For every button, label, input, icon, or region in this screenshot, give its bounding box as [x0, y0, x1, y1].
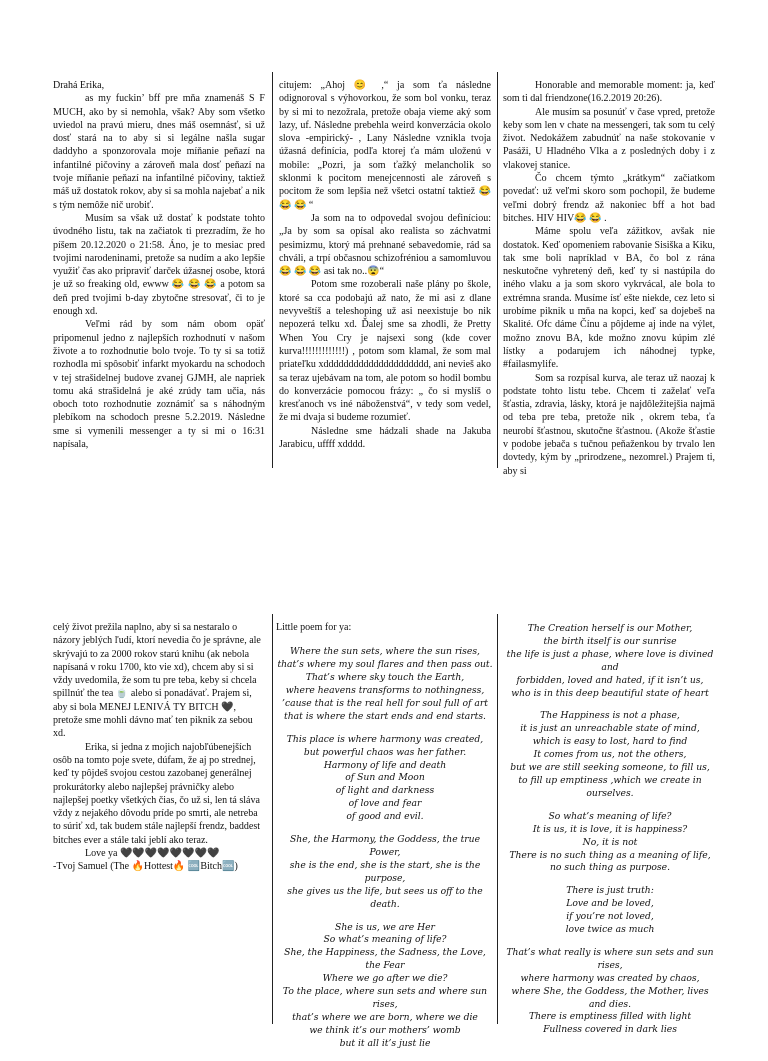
poem-stanza: There is just truth: Love and be loved, if you’re not loved, love twice as much — [565, 885, 655, 936]
poem-stanza: She is us, we are Her So what’s meaning of life? She, the Happiness, the Sadness, the Love, the Fear Where we go after we die? To the place, where sun sets and where sun rises, that’s where we are born, where we die we think it’s our mothers’ womb but it all it’s just lie — [282, 921, 488, 1049]
paragraph-p6: Potom sme rozoberali naše plány po škole, ktoré sa cca podobajú až nato, že mi asi z dlane nevyveštíš a teleshoping už asi neexistuje bo nik nepozerá telku xd. Ďalej sme sa zhodli, že Pretty When You Cry je najsexi song (kde cover kurva!!!!!!!!!!!!!) , potom som klamal, že som mal priateľku xddddddddddddddddddddd, ani nevieš ako sa teraz ujebávam na tom, ale potom so hodil bombu do konverzácie pomocou frázy: „ čo si myslíš o kresťanoch vs iné náboženstvá“, v tedy som vedel, že mi dvaja si budeme rozumieť. — [279, 279, 491, 424]
paragraph-p2: Musím sa však už dostať k podstate tohto úvodného listu, tak na začiatok ti prezradím, že ho píšem 20.12.2020 o 21:58. Áno, je to mesiac pred tvojimi narodeninami, pretože sa nudím a ako lepšie využiť čas ako pripraviť darček úžasnej osobe, ktorá je už so freaking old, ewww 😂 😂 😂 a potom sa deň pred tvojimi b-day zbytočne stresovať, či to je enough xd. — [53, 212, 265, 318]
poem-stanza: That’s what really is where sun sets and sun rises, where harmony was created by chaos, where She, the Goddess, the Mother, lives and dies. There is emptiness filled with light Fullness covered in dark lies — [506, 946, 714, 1036]
poem-stanza: So what’s meaning of life? It is us, it is love, it is happiness? No, it is not There is no such thing as a meaning of life, no such thing as purpose. — [509, 810, 711, 874]
poem-column-1 — [276, 621, 494, 1061]
column-divider-bottom-2 — [497, 614, 498, 1024]
poem-part-1 — [276, 646, 494, 1050]
letter-column-2 — [279, 79, 491, 451]
paragraph-p4: citujem: „Ahoj 😊 ,“ ja som ťa následne odignoroval s výhovorkou, že som bol vonku, teraz by si mi to nezožrala, pretože obaja vieme aký som lazy, uf. Následne prebehla weird konverzácia okolo slova -empirický- , Lany Následne vznikla tvoja úžasná definícia, podľa ktorej ťa mám uloženú v mobile: „Pozri, ja som ťažký melancholik so sklonmi k pocitom menejcennosti ale zároveň s pocitom že som lepšia než všetci ostatní taktiež 😂 😂 😂 “ — [279, 80, 491, 211]
paragraph-p10: Čo chcem týmto „krátkym“ začiatkom povedať: už veľmi skoro som pochopil, že budeme veľmi dobrý frendz až nakoniec bff a hot bad bitches. HIV HIV😂 😂 . — [503, 173, 715, 224]
poem-stanza: The Happiness is not a phase, it is just an unreachable state of mind, which is easy to lost, hard to find It comes from us, not the others, but we are still seeking someone, to fill us, to fill up emptiness ,which we create in ourselves. — [510, 710, 710, 799]
letter-column-1 — [53, 79, 265, 451]
paragraph-sig: -Tvoj Samuel (The 🔥Hottest🔥 🆒Bitch🆒) — [53, 861, 238, 873]
paragraph-greeting: Drahá Erika, — [53, 80, 105, 91]
column-divider-top-1 — [272, 72, 273, 468]
poem-column-2 — [502, 623, 718, 1047]
poem-intro: Little poem for ya: — [276, 622, 352, 633]
paragraph-p8: Honorable and memorable moment: ja, keď som ti dal friendzone(16.2.2019 20:26). — [503, 80, 715, 105]
paragraph-q1: celý život prežila naplno, aby si sa nestaralo o názory jeblých ľudí, ktorí nevedia čo je správne, ale skrývajú to za 2000 rokov starú knihu (ak nebola napísaná v roku 1700, kto vie xd), chcem aby si si vždy uvedomila, že som tu pre teba, keby si chcela spillnúť the tea 🍵 alebo si ponadávať. Prajem si, aby si bola MENEJ LENIVÁ TY BITCH 🖤, pretože sme mohli dávno mať ten piknik za sebou xd. — [53, 622, 261, 740]
letter-column-4 — [53, 621, 265, 874]
paragraph-p7: Následne sme hádzali shade na Jakuba Jarabicu, uffff xdddd. — [279, 425, 491, 451]
paragraph-q2: Erika, si jedna z mojich najobľúbenejších osôb na tomto poje svete, dúfam, že aj po strednej, keď ty pôjdeš svojou cestou zazobanej generálnej prokurátorky alebo najlepšej právničky alebo najlepšej poetky všetkých čias, čo už si, len tá sláva vždy z nejakého dôvodu príde po smrti, ale netreba to súriť xd, tak budem stále najlepší frendz, baddest bitches ever a stále taki jeblí ako teraz. — [53, 741, 260, 846]
poem-part-2 — [502, 623, 718, 1037]
poem-stanza: Where the sun sets, where the sun rises, that’s where my soul flares and then pass out. That’s where sky touch the Earth, where heavens transforms to nothingness, ’cause that is the real hell for soul full of art that is where the start ends and end starts. — [277, 646, 493, 722]
paragraph-p9: Ale musím sa posunúť v čase vpred, pretože keby som len v chate na messengeri, tak som tu celý život. Nedokážem zabudnúť na naše stokovanie v Pasáži, U Hladného Vlka a z posledných doby i z vlakovej stanice. — [503, 106, 715, 171]
paragraph-q3: Love ya 🖤🖤🖤🖤🖤🖤🖤🖤 — [85, 848, 220, 860]
paragraph-p12: Som sa rozpísal kurva, ale teraz už naozaj k podstate tohto listu tebe. Chcem ti zaželať veľa šťastia, zdravia, lásky, ktorá je najdôležitejšia najmä od teba pre teba, pretože nik , okrem teba, ťa neurobí šťastnou, skutočne šťastnou. (Akože šťastie v podobe jebača s tučnou peňaženkou by trvalo len dovtedy, kým by „prirodzene„ nezomrel.) Prajem ti, aby si — [503, 372, 715, 477]
poem-stanza: She, the Harmony, the Goddess, the true Power, she is the end, she is the start, she is the purpose, she gives us the life, but sees us off to the death. — [287, 834, 483, 910]
paragraph-p1: as my fuckin’ bff pre mňa znamenáš S F MUCH, ako by si nemohla, však? Aby som všetko uviedol na pravú mieru, dnes máš osemnásť, si už dosť stará na to aby si si legálne našla sugar daddyho a sponzorovala moje míňanie peňazí na infantilné pičoviny a zároveň mala dosť peňazí na tvoje míňanie peňazí na infantilné pičoviny, taktiež máš už dostatok rokov, aby si sa mohla najebať a nik s tým nemôže nič urobiť. — [53, 93, 265, 211]
paragraph-p3: Veľmi rád by som nám obom opäť pripomenul jedno z najlepších rozhodnutí v našom živote a to rozhodnutie bolo tvoje. To ty si sa totiž rozhodla mi spôsobiť infarkt myokardu na schodoch v tej strašidelnej budove zvanej GJMH, ale napriek tomu aká strašidelná je aké zrúdy tam učia, nás oboch toto rozhodnutie zoznámiť sa s náhodným plebíkom na schodoch presne 5.2.2019. Následne sme si vymenili messenger a ty si mi o 16:31 napísala, — [53, 319, 265, 451]
paragraph-p5: Ja som na to odpovedal svojou definíciou: „Ja by som sa opísal ako realista so záchvatmi pesimizmu, ktorý má prehnané sebavedomie, rád sa chváli, a trpí občasnou schizofréniou a samomluvou 😂 😂 😂 asi tak no..😨“ — [279, 212, 491, 278]
paragraph-p11: Máme spolu veľa zážitkov, avšak nie dostatok. Keď opomeniem rabovanie Sisiška a Kiku, tak sme boli napríklad v BA, čo bol z rána neskutočne vyhretený deň, keď ty si nastúpila do iného vlaku a ja som skoro vykrvácal, ale bola to extrémna sranda. Musíme ísť ešte niekde, cez leto si urobíme piknik u mňa na kopci, keď sa dojebeš na Skalité. Ofc dáme Čínu a pôjdeme aj inde na výlet, možno znovu BA, kde možno znovu kúpim zlé lístky a podarujem ich náhodnej typke, #failasmylife. — [503, 226, 715, 371]
letter-column-3 — [503, 79, 715, 478]
poem-stanza: The Creation herself is our Mother, the birth itself is our sunrise the life is just a phase, where love is divined and forbidden, loved and hated, if it isn’t us, who is in this deep beautiful state of heart — [506, 623, 714, 699]
column-divider-top-2 — [497, 72, 498, 468]
column-divider-bottom-1 — [272, 614, 273, 1024]
poem-stanza: This place is where harmony was created, but powerful chaos was her father. Harmony of life and death of Sun and Moon of light and darkness of love and fear of good and evil. — [286, 733, 484, 823]
